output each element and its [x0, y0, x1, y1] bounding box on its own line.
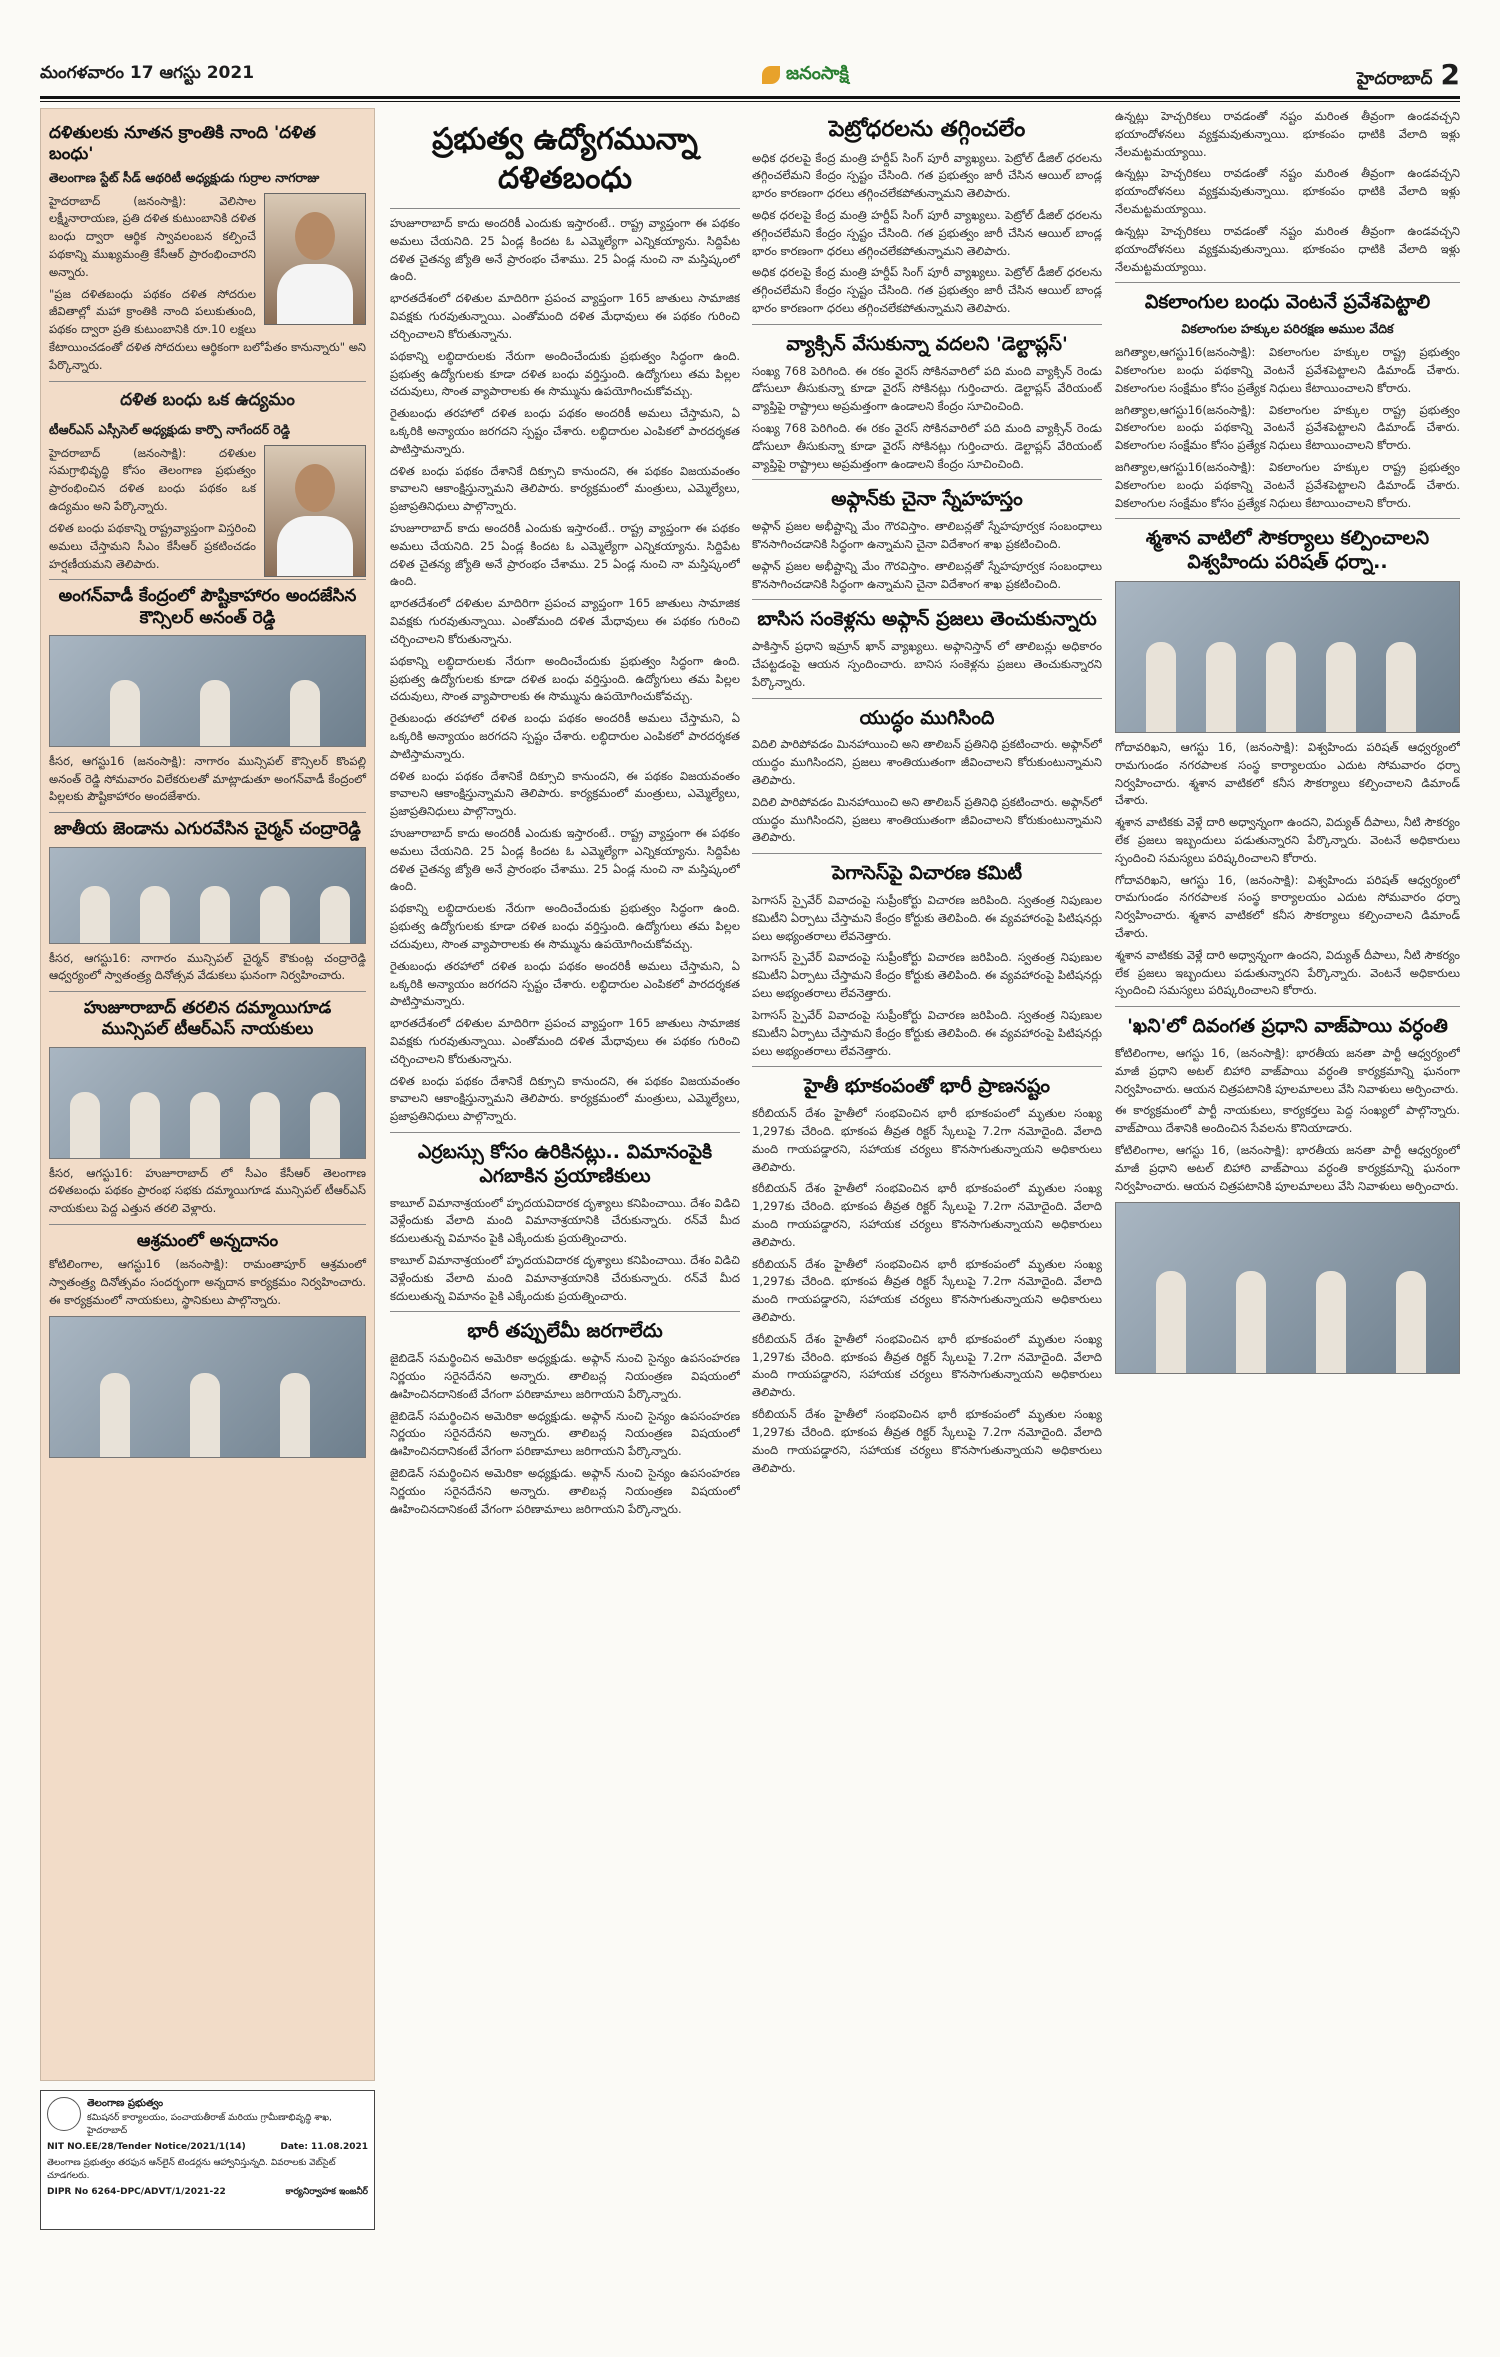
notice-meta [47, 2141, 368, 2154]
article-body: గోదావరిఖని, ఆగస్టు 16, (జనంసాక్షి): విశ్వహిందు పరిషత్ ఆధ్వర్యంలో రామగుండం నగరపాలక సంస్థ కార్యాలయం ఎదుట సోమవారం ధర్నా నిర్వహించారు. శ్మశాన వాటికలో కనీస సౌకర్యాలు కల్పించాలని డిమాండ్ చేశారు. [1115, 739, 1460, 808]
notice-office: కమిషనర్ కార్యాలయం, పంచాయతీరాజ్ మరియు గ్రామీణాభివృద్ధి శాఖ, హైదరాబాద్ [87, 2112, 332, 2136]
article-body: భారతదేశంలో దళితుల మాదిరిగా ప్రపంచ వ్యాప్తంగా 165 జాతులు సామాజిక వివక్షకు గురవుతున్నాయి. ఎంతోమంది దళిత మేధావులు ఈ పథకం గురించి చర్చించాలని కోరుతున్నాను. [390, 291, 740, 341]
article-title: అఫ్గాన్‌కు చైనా స్నేహహస్తం [831, 488, 1023, 511]
article-title: దళిత బంధు ఒక ఉద్యమం [120, 389, 295, 410]
notice-body: తెలంగాణ ప్రభుత్వం తరఫున ఆన్‌లైన్ టెండర్లను ఆహ్వానిస్తున్నది. వివరాలకు వెబ్‌సైట్ చూడగలరు. [47, 2157, 336, 2181]
article-body: జైబిడెన్ సమర్థించిన అమెరికా అధ్యక్షుడు. అఫ్గాన్ నుంచి సైన్యం ఉపసంహరణ నిర్ణయం సరైనదేనని అన్నారు. తాలిబన్ల నియంత్రణ విషయంలో ఊహించినదానికంటే వేగంగా పరిణామాలు జరిగాయని పేర్కొన్నారు. [390, 1466, 740, 1516]
article-body: కరీబియన్ దేశం హైతీలో సంభవించిన భారీ భూకంపంలో మృతుల సంఖ్య 1,297కు చేరింది. భూకంప తీవ్రత రిక్టర్ స్కేలుపై 7.2గా నమోదైంది. వేలాది మంది గాయపడ్డారని, సహాయక చర్యలు కొనసాగుతున్నాయని అధికారులు తెలిపారు. [752, 1331, 1102, 1400]
article-body: దళిత బంధు పథకాన్ని రాష్ట్రవ్యాప్తంగా విస్తరించి అమలు చేస్తామని సీఎం కేసీఆర్ ప్రకటించడం హర్షణీయమని తెలిపారు. [49, 520, 256, 571]
news-photo [1115, 581, 1460, 733]
article-title: హైతీ భూకంపంతో భారీ ప్రాణనష్టం [803, 1075, 1051, 1098]
article-body: పథకాన్ని లబ్ధిదారులకు నేరుగా అందించేందుకు ప్రభుత్వం సిద్ధంగా ఉంది. ప్రభుత్వ ఉద్యోగులకు కూడా దళిత బంధు వర్తిస్తుంది. ఉద్యోగులు తమ పిల్లల చదువులు, సొంత వ్యాపారాలకు ఈ సొమ్మును ఉపయోగించుకోవచ్చు. [390, 348, 740, 399]
article-body: సంఖ్య 768 పెరిగింది. ఈ రకం వైరస్ సోకినవారిలో పది మంది వ్యాక్సిన్ రెండు డోసులూ తీసుకున్నా కూడా వైరస్ సోకినట్లు గుర్తించారు. డెల్టాప్లస్ వేరియంట్ వ్యాప్తిపై రాష్ట్రాలు అప్రమత్తంగా ఉండాలని కేంద్రం సూచించింది. [752, 363, 1102, 414]
portrait-photo [264, 193, 366, 325]
page-number: 2 [1440, 57, 1460, 91]
article-title: బాసిస సంకెళ్లను అఫ్గాన్ ప్రజలు తెంచుకున్నారు [757, 608, 1097, 631]
article-body: అఫ్గాన్ ప్రజల అభీష్టాన్ని మేం గౌరవిస్తాం. తాలిబన్లతో స్నేహపూర్వక సంబంధాలు కొనసాగించడానికి సిద్ధంగా ఉన్నామని చైనా విదేశాంగ శాఖ ప్రకటించింది. [752, 558, 1102, 591]
article-body: దళిత బంధు పథకం దేశానికే దిక్సూచి కానుందని, ఈ పథకం విజయవంతం కావాలని ఆకాంక్షిస్తున్నామని తెలిపారు. కార్యక్రమంలో మంత్రులు, ఎమ్మెల్యేలు, ప్రజాప్రతినిధులు పాల్గొన్నారు. [390, 463, 740, 514]
article-title: పెట్రోధరలను తగ్గించలేం [828, 117, 1026, 142]
article-title: యుద్ధం ముగిసింది [859, 706, 995, 729]
article-body: రైతుబంధు తరహాలో దళిత బంధు పథకం అందరికీ అమలు చేస్తామని, ఏ ఒక్కరికి అన్యాయం జరగదని స్పష్టం చేశారు. లబ్ధిదారుల ఎంపికలో పారదర్శకత పాటిస్తామన్నారు. [390, 711, 740, 761]
article-body: పెగాసస్ స్పైవేర్ వివాదంపై సుప్రీంకోర్టు విచారణ జరిపింది. స్వతంత్ర నిపుణుల కమిటీని ఏర్పాటు చేస్తామని కేంద్రం కోర్టుకు తెలిపింది. ఈ వ్యవహారంపై పిటిషనర్లు పలు అభ్యంతరాలు లేవనెత్తారు. [752, 950, 1102, 1001]
article-body: కీసర, ఆగస్టు16 (జనంసాక్షి): నాగారం మున్సిపల్ కౌన్సిలర్ కొంపల్లి అనంత్ రెడ్డి సోమవారం విలేకరులతో మాట్లాడుతూ అంగన్‌వాడీ కేంద్రంలో పిల్లలకు పౌష్టికాహారం అందజేశారు. [49, 753, 366, 804]
article-body: పథకాన్ని లబ్ధిదారులకు నేరుగా అందించేందుకు ప్రభుత్వం సిద్ధంగా ఉంది. ప్రభుత్వ ఉద్యోగులకు కూడా దళిత బంధు వర్తిస్తుంది. ఉద్యోగులు తమ పిల్లల చదువులు, సొంత వ్యాపారాలకు ఈ సొమ్మును ఉపయోగించుకోవచ్చు. [390, 653, 740, 704]
article-body: జగిత్యాల,ఆగస్టు16(జనంసాక్షి): వికలాంగుల హక్కుల రాష్ట్ర ప్రభుత్వం వికలాంగుల బంధు పథకాన్ని వెంటనే ప్రవేశపెట్టాలని డిమాండ్ చేశారు. వికలాంగుల సంక్షేమం కోసం ప్రత్యేక నిధులు కేటాయించాలని కోరారు. [1115, 402, 1460, 453]
lead-headline: ప్రభుత్వ ఉద్యోగమున్నా దళితబంధు [432, 122, 698, 196]
tender-notice [40, 2090, 375, 2230]
news-photo [49, 1047, 366, 1159]
dipr-number: DIPR No 6264-DPC/ADVT/1/2021-22 [47, 2186, 226, 2197]
article-body: అఫ్గాన్ ప్రజల అభీష్టాన్ని మేం గౌరవిస్తాం. తాలిబన్లతో స్నేహపూర్వక సంబంధాలు కొనసాగించడానికి సిద్ధంగా ఉన్నామని చైనా విదేశాంగ శాఖ ప్రకటించింది. [752, 519, 1102, 551]
article-body: పథకాన్ని లబ్ధిదారులకు నేరుగా అందించేందుకు ప్రభుత్వం సిద్ధంగా ఉంది. ప్రభుత్వ ఉద్యోగులకు కూడా దళిత బంధు వర్తిస్తుంది. ఉద్యోగులు తమ పిల్లల చదువులు, సొంత వ్యాపారాలకు ఈ సొమ్మును ఉపయోగించుకోవచ్చు. [390, 901, 740, 951]
article-body: కరీబియన్ దేశం హైతీలో సంభవించిన భారీ భూకంపంలో మృతుల సంఖ్య 1,297కు చేరింది. భూకంప తీవ్రత రిక్టర్ స్కేలుపై 7.2గా నమోదైంది. వేలాది మంది గాయపడ్డారని, సహాయక చర్యలు కొనసాగుతున్నాయని అధికారులు తెలిపారు. [752, 1256, 1102, 1324]
leaf-icon [762, 66, 780, 84]
article-body: దళిత బంధు పథకం దేశానికే దిక్సూచి కానుందని, ఈ పథకం విజయవంతం కావాలని ఆకాంక్షిస్తున్నామని తెలిపారు. కార్యక్రమంలో మంత్రులు, ఎమ్మెల్యేలు, ప్రజాప్రతినిధులు పాల్గొన్నారు. [390, 1073, 740, 1124]
article-body: కీసర, ఆగస్టు16: నాగారం మున్సిపల్ చైర్మన్ కౌకుంట్ల చంద్రారెడ్డి ఆధ్వర్యంలో స్వాతంత్ర్య దినోత్సవ వేడుకలు ఘనంగా నిర్వహించారు. [49, 950, 366, 983]
masthead-rule [40, 96, 1460, 99]
article-subtitle: వికలాంగుల హక్కుల పరిరక్షణ అముల వేదిక [1181, 321, 1394, 337]
article-body: హుజూరాబాద్ కాదు అందరికీ ఎందుకు ఇస్తారంటే.. రాష్ట్ర వ్యాప్తంగా ఈ పథకం అమలు చేయనిది. 25 ఏండ్ల కిందట ఓ ఎమ్మెల్యేగా ఎన్నికయ్యాను. సిద్దిపేట దళిత చైతన్య జ్యోతి అనే ప్రారంభం చేశాము. 25 ఏండ్ల నుంచి నా మస్తిష్కంలో ఉంది. [390, 521, 740, 589]
article-body: హుజూరాబాద్ కాదు అందరికీ ఎందుకు ఇస్తారంటే.. రాష్ట్ర వ్యాప్తంగా ఈ పథకం అమలు చేయనిది. 25 ఏండ్ల కిందట ఓ ఎమ్మెల్యేగా ఎన్నికయ్యాను. సిద్దిపేట దళిత చైతన్య జ్యోతి అనే ప్రారంభం చేశాము. 25 ఏండ్ల నుంచి నా మస్తిష్కంలో ఉంది. [390, 216, 740, 284]
article-body: కీసర, ఆగస్టు16: హుజూరాబాద్ లో సీఎం కేసీఆర్ తెలంగాణ దళితబంధు పథకం ప్రారంభ సభకు దమ్మాయిగూడ మున్సిపల్ టీఆర్ఎస్ నాయకులు పెద్ద ఎత్తున తరలి వెళ్లారు. [49, 1165, 366, 1216]
article-body: పాకిస్తాన్ ప్రధాని ఇమ్రాన్ ఖాన్ వ్యాఖ్యలు. అఫ్గానిస్తాన్ లో తాలిబన్లు అధికారం చేపట్టడంపై ఆయన స్పందించారు. బానిస సంకెళ్లను ప్రజలు తెంచుకున్నారని పేర్కొన్నారు. [752, 639, 1102, 689]
article-title: అంగన్‌వాడీ కేంద్రంలో పౌష్టికాహారం అందజేసిన కౌన్సిలర్ అనంత్ రెడ్డి [58, 586, 357, 628]
masthead-rule-thin [40, 101, 1460, 102]
article-body: కాబూల్ విమానాశ్రయంలో హృదయవిదారక దృశ్యాలు కనిపించాయి. దేశం విడిచి వెళ్లేందుకు వేలాది మంది విమానాశ్రయానికి చేరుకున్నారు. రన్‌వే మీద కదులుతున్న విమానం పైకి ఎక్కేందుకు ప్రయత్నించారు. [390, 1252, 740, 1303]
article-body: భారతదేశంలో దళితుల మాదిరిగా ప్రపంచ వ్యాప్తంగా 165 జాతులు సామాజిక వివక్షకు గురవుతున్నాయి. ఎంతోమంది దళిత మేధావులు ఈ పథకం గురించి చర్చించాలని కోరుతున్నాను. [390, 1016, 740, 1066]
main-column [390, 108, 740, 2218]
right-column [1115, 108, 1460, 2218]
article-body: రైతుబంధు తరహాలో దళిత బంధు పథకం అందరికీ అమలు చేస్తామని, ఏ ఒక్కరికి అన్యాయం జరగదని స్పష్టం చేశారు. లబ్ధిదారుల ఎంపికలో పారదర్శకత పాటిస్తామన్నారు. [390, 406, 740, 456]
portrait-photo [264, 445, 366, 577]
article-body: సంఖ్య 768 పెరిగింది. ఈ రకం వైరస్ సోకినవారిలో పది మంది వ్యాక్సిన్ రెండు డోసులూ తీసుకున్నా కూడా వైరస్ సోకినట్లు గుర్తించారు. డెల్టాప్లస్ వేరియంట్ వ్యాప్తిపై రాష్ట్రాలు అప్రమత్తంగా ఉండాలని కేంద్రం సూచించింది. [752, 421, 1102, 471]
article-body: దళిత బంధు పథకం దేశానికే దిక్సూచి కానుందని, ఈ పథకం విజయవంతం కావాలని ఆకాంక్షిస్తున్నామని తెలిపారు. కార్యక్రమంలో మంత్రులు, ఎమ్మెల్యేలు, ప్రజాప్రతినిధులు పాల్గొన్నారు. [390, 768, 740, 819]
article-title: 'ఖని'లో దివంగత ప్రధాని వాజ్‌పాయి వర్ధంతి [1127, 1015, 1448, 1038]
city-name: హైదరాబాద్ [1356, 68, 1433, 89]
article-body: విదిలి పారిపోవడం మినహాయించి అని తాలిబన్ ప్రతినిధి ప్రకటించారు. అఫ్గాన్‌లో యుద్ధం ముగిసిందని, ప్రజలు శాంతియుతంగా జీవించాలని కోరుకుంటున్నామని తెలిపారు. [752, 794, 1102, 845]
masthead [40, 55, 1460, 95]
article-body: ఉన్నట్లు హెచ్చరికలు రావడంతో నష్టం మరింత తీవ్రంగా ఉండవచ్చని భయాందోళనలు వ్యక్తమవుతున్నాయి. భూకంపం ధాటికి వేలాది ఇళ్లు నేలమట్టమయ్యాయి. [1115, 223, 1460, 274]
article-body: పెగాసస్ స్పైవేర్ వివాదంపై సుప్రీంకోర్టు విచారణ జరిపింది. స్వతంత్ర నిపుణుల కమిటీని ఏర్పాటు చేస్తామని కేంద్రం కోర్టుకు తెలిపింది. ఈ వ్యవహారంపై పిటిషనర్లు పలు అభ్యంతరాలు లేవనెత్తారు. [752, 1007, 1102, 1058]
article-title: హుజూరాబాద్ తరలిన దమ్మాయిగూడ మున్సిపల్ టీఆర్ఎస్ నాయకులు [83, 998, 332, 1040]
article-body: కోటిలింగాల, ఆగస్టు16 (జనంసాక్షి): రామంతాపూర్ ఆశ్రమంలో స్వాతంత్ర్య దినోత్సవం సందర్భంగా అన్నదాన కార్యక్రమం నిర్వహించారు. ఈ కార్యక్రమంలో నాయకులు, స్థానికులు పాల్గొన్నారు. [49, 1257, 366, 1307]
article-body: విదిలి పారిపోవడం మినహాయించి అని తాలిబన్ ప్రతినిధి ప్రకటించారు. అఫ్గాన్‌లో యుద్ధం ముగిసిందని, ప్రజలు శాంతియుతంగా జీవించాలని కోరుకుంటున్నామని తెలిపారు. [752, 737, 1102, 787]
article-body: ఈ కార్యక్రమంలో పార్టీ నాయకులు, కార్యకర్తలు పెద్ద సంఖ్యలో పాల్గొన్నారు. వాజ్‌పాయి దేశానికి అందించిన సేవలను కొనియాడారు. [1115, 1103, 1460, 1136]
left-sidebar-column [40, 108, 375, 2081]
article-body: జైబిడెన్ సమర్థించిన అమెరికా అధ్యక్షుడు. అఫ్గాన్ నుంచి సైన్యం ఉపసంహరణ నిర్ణయం సరైనదేనని అన్నారు. తాలిబన్ల నియంత్రణ విషయంలో ఊహించినదానికంటే వేగంగా పరిణామాలు జరిగాయని పేర్కొన్నారు. [390, 1408, 740, 1459]
article-body: కరీబియన్ దేశం హైతీలో సంభవించిన భారీ భూకంపంలో మృతుల సంఖ్య 1,297కు చేరింది. భూకంప తీవ్రత రిక్టర్ స్కేలుపై 7.2గా నమోదైంది. వేలాది మంది గాయపడ్డారని, సహాయక చర్యలు కొనసాగుతున్నాయని అధికారులు తెలిపారు. [752, 1106, 1102, 1174]
notice-number: NIT NO.EE/28/Tender Notice/2021/1(14) [47, 2141, 246, 2152]
middle-column [752, 108, 1102, 2218]
article-body: కాబూల్ విమానాశ్రయంలో హృదయవిదారక దృశ్యాలు కనిపించాయి. దేశం విడిచి వెళ్లేందుకు వేలాది మంది విమానాశ్రయానికి చేరుకున్నారు. రన్‌వే మీద కదులుతున్న విమానం పైకి ఎక్కేందుకు ప్రయత్నించారు. [390, 1195, 740, 1246]
article-body: శ్మశాన వాటికకు వెళ్లే దారి అధ్వాన్నంగా ఉందని, విద్యుత్ దీపాలు, నీటి సౌకర్యం లేక ప్రజలు ఇబ్బందులు పడుతున్నారని పేర్కొన్నారు. వెంటనే అధికారులు స్పందించి సమస్యలు పరిష్కరించాలని కోరారు. [1115, 815, 1460, 865]
article-title: భారీ తప్పులేమీ జరగాలేదు [467, 1320, 663, 1343]
article-title: ఎర్రబస్సు కోసం ఉరికినట్లు.. విమానంపైకి ఎగబాకిన ప్రయాణికులు [417, 1141, 713, 1187]
article-subtitle: తెలంగాణ స్టేట్ సీడ్ ఆథరిటీ అధ్యక్షుడు గుర్రాల నాగరాజు [49, 169, 320, 185]
article-title: వ్యాక్సిన్ వేసుకున్నా వదలని 'డెల్టాప్లస్' [786, 332, 1068, 355]
article-title: దళితులకు నూతన క్రాంతికి నాంది 'దళిత బంధు' [49, 123, 316, 165]
notice-signatory: కార్యనిర్వాహక ఇంజనీర్ [285, 2186, 368, 2197]
logo-text: జనంసాక్షి [785, 62, 849, 84]
article-title: పెగాసెస్‌పై విచారణ కమిటీ [831, 862, 1023, 885]
article-body: అధిక ధరలపై కేంద్ర మంత్రి హర్దీప్ సింగ్ పూరీ వ్యాఖ్యలు. పెట్రోల్ డీజిల్ ధరలను తగ్గించలేమని కేంద్రం స్పష్టం చేసింది. గత ప్రభుత్వం జారీ చేసిన ఆయిల్ బాండ్ల భారం కారణంగా ధరలు తగ్గించలేకపోతున్నామని తెలిపారు. [752, 150, 1102, 201]
article-body: కోటిలింగాల, ఆగస్టు 16, (జనంసాక్షి): భారతీయ జనతా పార్టీ ఆధ్వర్యంలో మాజీ ప్రధాని అటల్ బిహారి వాజ్‌పాయి వర్ధంతి కార్యక్రమాన్ని ఘనంగా నిర్వహించారు. ఆయన చిత్రపటానికి పూలమాలలు వేసి నివాళులు అర్పించారు. [1115, 1143, 1460, 1193]
article-body: అధిక ధరలపై కేంద్ర మంత్రి హర్దీప్ సింగ్ పూరీ వ్యాఖ్యలు. పెట్రోల్ డీజిల్ ధరలను తగ్గించలేమని కేంద్రం స్పష్టం చేసింది. గత ప్రభుత్వం జారీ చేసిన ఆయిల్ బాండ్ల భారం కారణంగా ధరలు తగ్గించలేకపోతున్నామని తెలిపారు. [752, 265, 1102, 315]
article-body: రైతుబంధు తరహాలో దళిత బంధు పథకం అందరికీ అమలు చేస్తామని, ఏ ఒక్కరికి అన్యాయం జరగదని స్పష్టం చేశారు. లబ్ధిదారుల ఎంపికలో పారదర్శకత పాటిస్తామన్నారు. [390, 958, 740, 1009]
issue-date: మంగళవారం 17 ఆగస్టు 2021 [40, 63, 255, 83]
edition-city [1357, 58, 1460, 93]
government-seal-icon [47, 2097, 81, 2131]
article-body: కోటిలింగాల, ఆగస్టు 16, (జనంసాక్షి): భారతీయ జనతా పార్టీ ఆధ్వర్యంలో మాజీ ప్రధాని అటల్ బిహారి వాజ్‌పాయి వర్ధంతి కార్యక్రమాన్ని ఘనంగా నిర్వహించారు. ఆయన చిత్రపటానికి పూలమాలలు వేసి నివాళులు అర్పించారు. [1115, 1046, 1460, 1096]
article-body: జగిత్యాల,ఆగస్టు16(జనంసాక్షి): వికలాంగుల హక్కుల రాష్ట్ర ప్రభుత్వం వికలాంగుల బంధు పథకాన్ని వెంటనే ప్రవేశపెట్టాలని డిమాండ్ చేశారు. వికలాంగుల సంక్షేమం కోసం ప్రత్యేక నిధులు కేటాయించాలని కోరారు. [1115, 345, 1460, 395]
notice-date: Date: 11.08.2021 [280, 2141, 368, 2152]
notice-heading: తెలంగాణ ప్రభుత్వం [87, 2098, 164, 2109]
article-subtitle: టీఆర్ఎస్ ఎస్సీసెల్ అధ్యక్షుడు కార్పొ నాగేందర్ రెడ్డి [49, 421, 291, 437]
article-body: జగిత్యాల,ఆగస్టు16(జనంసాక్షి): వికలాంగుల హక్కుల రాష్ట్ర ప్రభుత్వం వికలాంగుల బంధు పథకాన్ని వెంటనే ప్రవేశపెట్టాలని డిమాండ్ చేశారు. వికలాంగుల సంక్షేమం కోసం ప్రత్యేక నిధులు కేటాయించాలని కోరారు. [1115, 459, 1460, 510]
article-body: అధిక ధరలపై కేంద్ర మంత్రి హర్దీప్ సింగ్ పూరీ వ్యాఖ్యలు. పెట్రోల్ డీజిల్ ధరలను తగ్గించలేమని కేంద్రం స్పష్టం చేసింది. గత ప్రభుత్వం జారీ చేసిన ఆయిల్ బాండ్ల భారం కారణంగా ధరలు తగ్గించలేకపోతున్నామని తెలిపారు. [752, 207, 1102, 258]
news-photo [49, 635, 366, 747]
article-body: "ప్రజ దళితబంధు పథకం దళిత సోదరుల జీవితాల్లో మహా క్రాంతికి నాంది పలుకుతుంది, పథకం ద్వారా ప్రతి కుటుంబానికి రూ.10 లక్షలు కేటాయించడంతో దళిత సోదరులు ఆర్థికంగా బలోపేతం కానున్నారు" అని పేర్కొన్నారు. [49, 286, 366, 372]
article-body: ఉన్నట్లు హెచ్చరికలు రావడంతో నష్టం మరింత తీవ్రంగా ఉండవచ్చని భయాందోళనలు వ్యక్తమవుతున్నాయి. భూకంపం ధాటికి వేలాది ఇళ్లు నేలమట్టమయ్యాయి. [1115, 109, 1460, 159]
article-body: కరీబియన్ దేశం హైతీలో సంభవించిన భారీ భూకంపంలో మృతుల సంఖ్య 1,297కు చేరింది. భూకంప తీవ్రత రిక్టర్ స్కేలుపై 7.2గా నమోదైంది. వేలాది మంది గాయపడ్డారని, సహాయక చర్యలు కొనసాగుతున్నాయని అధికారులు తెలిపారు. [752, 1181, 1102, 1249]
newspaper-logo [762, 63, 849, 88]
article-body: హుజూరాబాద్ కాదు అందరికీ ఎందుకు ఇస్తారంటే.. రాష్ట్ర వ్యాప్తంగా ఈ పథకం అమలు చేయనిది. 25 ఏండ్ల కిందట ఓ ఎమ్మెల్యేగా ఎన్నికయ్యాను. సిద్దిపేట దళిత చైతన్య జ్యోతి అనే ప్రారంభం చేశాము. 25 ఏండ్ల నుంచి నా మస్తిష్కంలో ఉంది. [390, 826, 740, 894]
news-photo [49, 847, 366, 944]
news-photo [1115, 1202, 1460, 1374]
article-body: భారతదేశంలో దళితుల మాదిరిగా ప్రపంచ వ్యాప్తంగా 165 జాతులు సామాజిక వివక్షకు గురవుతున్నాయి. ఎంతోమంది దళిత మేధావులు ఈ పథకం గురించి చర్చించాలని కోరుతున్నాను. [390, 596, 740, 646]
article-title: శ్మశాన వాటిలో సౌకర్యాలు కల్పించాలని విశ్వహిందు పరిషత్ ధర్నా.. [1145, 527, 1430, 574]
article-body: జైబిడెన్ సమర్థించిన అమెరికా అధ్యక్షుడు. అఫ్గాన్ నుంచి సైన్యం ఉపసంహరణ నిర్ణయం సరైనదేనని అన్నారు. తాలిబన్ల నియంత్రణ విషయంలో ఊహించినదానికంటే వేగంగా పరిణామాలు జరిగాయని పేర్కొన్నారు. [390, 1351, 740, 1401]
article-body: హైదరాబాద్ (జనంసాక్షి): వెలిసాల లక్ష్మీనారాయణ, ప్రతి దళిత కుటుంబానికి దళిత బంధు ద్వారా ఆర్థిక స్వావలంబన కల్పించే పథకాన్ని ముఖ్యమంత్రి కేసీఆర్ ప్రారంభించారని అన్నారు. [49, 193, 256, 279]
article-body: పెగాసస్ స్పైవేర్ వివాదంపై సుప్రీంకోర్టు విచారణ జరిపింది. స్వతంత్ర నిపుణుల కమిటీని ఏర్పాటు చేస్తామని కేంద్రం కోర్టుకు తెలిపింది. ఈ వ్యవహారంపై పిటిషనర్లు పలు అభ్యంతరాలు లేవనెత్తారు. [752, 893, 1102, 943]
article-body: ఉన్నట్లు హెచ్చరికలు రావడంతో నష్టం మరింత తీవ్రంగా ఉండవచ్చని భయాందోళనలు వ్యక్తమవుతున్నాయి. భూకంపం ధాటికి వేలాది ఇళ్లు నేలమట్టమయ్యాయి. [1115, 166, 1460, 217]
article-body: హైదరాబాద్ (జనంసాక్షి): దళితుల సమగ్రాభివృద్ధి కోసం తెలంగాణ ప్రభుత్వం ప్రారంభించిన దళిత బంధు పథకం ఒక ఉద్యమం అని పేర్కొన్నారు. [49, 445, 256, 514]
article-body: కరీబియన్ దేశం హైతీలో సంభవించిన భారీ భూకంపంలో మృతుల సంఖ్య 1,297కు చేరింది. భూకంప తీవ్రత రిక్టర్ స్కేలుపై 7.2గా నమోదైంది. వేలాది మంది గాయపడ్డారని, సహాయక చర్యలు కొనసాగుతున్నాయని అధికారులు తెలిపారు. [752, 1407, 1102, 1475]
article-title: జాతీయ జెండాను ఎగురవేసిన చైర్మన్ చంద్రారెడ్డి [54, 819, 361, 840]
news-photo [49, 1316, 366, 1458]
article-title: ఆశ్రమంలో అన్నదానం [136, 1231, 279, 1252]
notice-footer [47, 2186, 368, 2199]
article-body: శ్మశాన వాటికకు వెళ్లే దారి అధ్వాన్నంగా ఉందని, విద్యుత్ దీపాలు, నీటి సౌకర్యం లేక ప్రజలు ఇబ్బందులు పడుతున్నారని పేర్కొన్నారు. వెంటనే అధికారులు స్పందించి సమస్యలు పరిష్కరించాలని కోరారు. [1115, 947, 1460, 998]
article-body: గోదావరిఖని, ఆగస్టు 16, (జనంసాక్షి): విశ్వహిందు పరిషత్ ఆధ్వర్యంలో రామగుండం నగరపాలక సంస్థ కార్యాలయం ఎదుట సోమవారం ధర్నా నిర్వహించారు. శ్మశాన వాటికలో కనీస సౌకర్యాలు కల్పించాలని డిమాండ్ చేశారు. [1115, 872, 1460, 940]
article-title: వికలాంగుల బంధు వెంటనే ప్రవేశపెట్టాలి [1144, 291, 1431, 314]
